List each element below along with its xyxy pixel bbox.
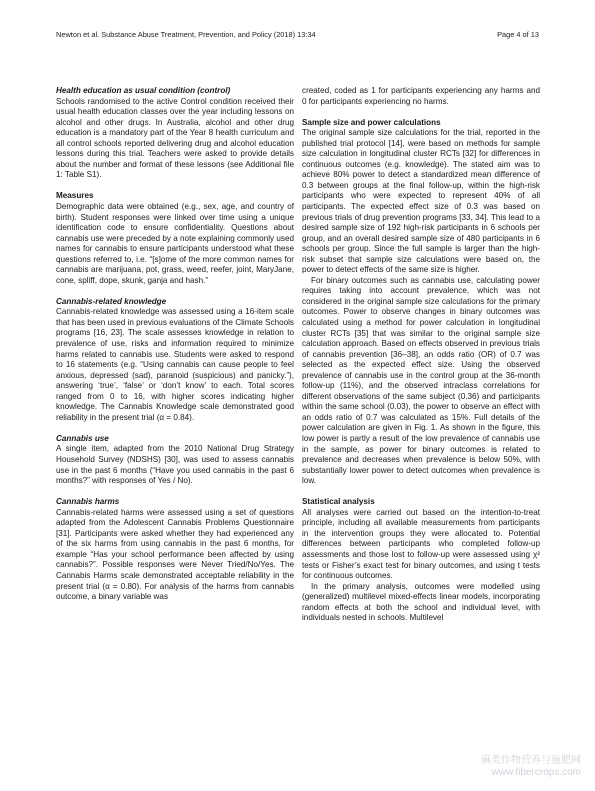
- section-title-measures: Measures: [56, 191, 94, 201]
- left-column: [56, 86, 294, 603]
- site-watermark: [481, 755, 581, 779]
- paragraph-sample-size-2: For binary outcomes such as cannabis use, calculating power requires taking into account prevalence, which was not considered in the original sample size calculations for the primary outcomes. Power to observe changes in binary outcomes was calculated using a method for power calculation in longitudinal cluster RCTs [35] that was similar to the original sample size calculation approach. Based on effects observed in previous trials of cannabis prevention [36–38], an odds ratio (OR) of 0.7 was selected as the expected effect size. Using the observed prevalence of cannabis use in the control group at the 36-month follow-up (11%), and the observed intraclass correlations for different observations of the same subject (0.36) and participants within the same school (0.03), the power to observe an effect with an odds ratio of 0.7 was calculated as 15%. Full details of the power calculation are given in Fig. 1. As shown in the figure, this low power is partly a result of the low prevalence of cannabis use in the sample, as power for binary outcomes is related to prevalence and decreases when prevalence is below 50%, with substantially lower power to detect outcomes when prevalence is low.: [302, 275, 540, 486]
- page-number: Page 4 of 13: [497, 30, 539, 39]
- section-title-cannabis-knowledge: Cannabis-related knowledge: [56, 296, 167, 306]
- watermark-url: www.fibercrops.com: [491, 767, 581, 778]
- paragraph-cannabis-harms: Cannabis-related harms were assessed using a set of questions adapted from the Adolescent Cannabis Problems Questionnaire [31]. Participants were asked whether they had experienced any of the six harms from using cannabis in the past 6 months, for example “Has your school performance been affected by using cannabis?”. Possible responses were Never Tried/No/Yes. The Cannabis Harms scale demonstrated acceptable reliability in the present trial (α = 0.80). For analysis of the harms from cannabis outcome, a binary variable was: [56, 507, 294, 602]
- section-title-control-condition: Health education as usual condition (control): [56, 86, 231, 95]
- page-header: [56, 30, 539, 42]
- paragraph-statistical-analysis-1: All analyses were carried out based on the intention-to-treat principle, including all available measurements from participants in the intervention groups they were allocated to. Potential differences between participants who completed follow-up assessments and those lost to follow-up were assessed using χ² tests or Fisher’s exact test for binary outcomes, and using t tests for continuous outcomes.: [302, 507, 540, 581]
- section-title-statistical-analysis: Statistical analysis: [302, 497, 375, 507]
- watermark-title: 麻类作物营养与施肥网: [481, 755, 581, 766]
- journal-citation: Newton et al. Substance Abuse Treatment, Prevention, and Policy (2018) 13:34: [56, 30, 316, 39]
- section-title-cannabis-harms: Cannabis harms: [56, 497, 120, 507]
- paragraph-cannabis-knowledge: Cannabis-related knowledge was assessed using a 16-item scale that has been used in previous evaluations of the Climate Schools programs [16, 23]. The scale assesses knowledge in relation to prevalence of use, risks and information required to minimize harms related to cannabis use. Students were asked to respond to 16 statements (e.g. “Using cannabis can cause people to feel anxious, depressed (sad), paranoid (suspicious) and panicky.”), answering ‘true’, ‘false’ or ‘don’t know’ to each. Total scores ranged from 0 to 16, with higher scores indicating higher knowledge. The Cannabis Knowledge scale demonstrated good reliability in the present trial (α = 0.84).: [56, 307, 294, 422]
- right-column: [302, 86, 540, 624]
- paragraph-sample-size-1: The original sample size calculations for the trial, reported in the published trial protocol [14], were based on methods for sample size calculation in longitudinal cluster RCTs [32] for differences in continuous outcomes (e.g. knowledge). The stated aim was to achieve 80% power to detect a standardized mean difference of 0.3 between groups at the final follow-up, within the high-risk participants who were expected to represent 40% of all participants. The expected effect size of 0.3 was based on previous trials of drug prevention programs [33, 34]. This lead to a desired sample size of 192 high-risk participants in 6 schools per group, and an overall desired sample size of 480 participants in 6 schools per group. Since the full sample is larger than the high-risk subset that sample size calculations were based on, the power to detect effects of the same size is higher.: [302, 128, 540, 275]
- section-title-sample-size: Sample size and power calculations: [302, 117, 441, 127]
- section-title-cannabis-use: Cannabis use: [56, 433, 109, 443]
- paragraph-harms-continued: created, coded as 1 for participants experiencing any harms and 0 for participants experiencing no harms.: [302, 86, 540, 106]
- paragraph-statistical-analysis-2: In the primary analysis, outcomes were modelled using (generalized) multilevel mixed-effects linear models, incorporating random effects at both the school and individual level, with individuals nested in schools. Multilevel: [302, 581, 540, 623]
- paragraph-control-condition: Schools randomised to the active Control condition received their usual health education classes over the year including lessons on alcohol and other drugs. In Australia, alcohol and other drug education is a mandatory part of the Year 8 health curriculum and all control schools reported delivering drug and alcohol education lessons during this trial. Teachers were asked to provide details about the number and format of these lessons (see Additional file 1: Table S1).: [56, 96, 294, 180]
- paragraph-cannabis-use: A single item, adapted from the 2010 National Drug Strategy Household Survey (NDSHS) [30], was used to assess cannabis use in the past 6 months (“Have you used cannabis in the past 6 months?” with responses of Yes / No).: [56, 444, 294, 486]
- paragraph-measures: Demographic data were obtained (e.g., sex, age, and country of birth). Student responses were linked over time using a unique identification code to ensure confidentiality. Questions about cannabis use were preceded by a note explaining commonly used names for cannabis to ensure participants understood what these questions referred to, i.e. “[s]ome of the more common names for cannabis are marijuana, pot, grass, weed, reefer, joint, MaryJane, cone, spliff, dope, skunk, ganja and hash.”: [56, 201, 294, 285]
